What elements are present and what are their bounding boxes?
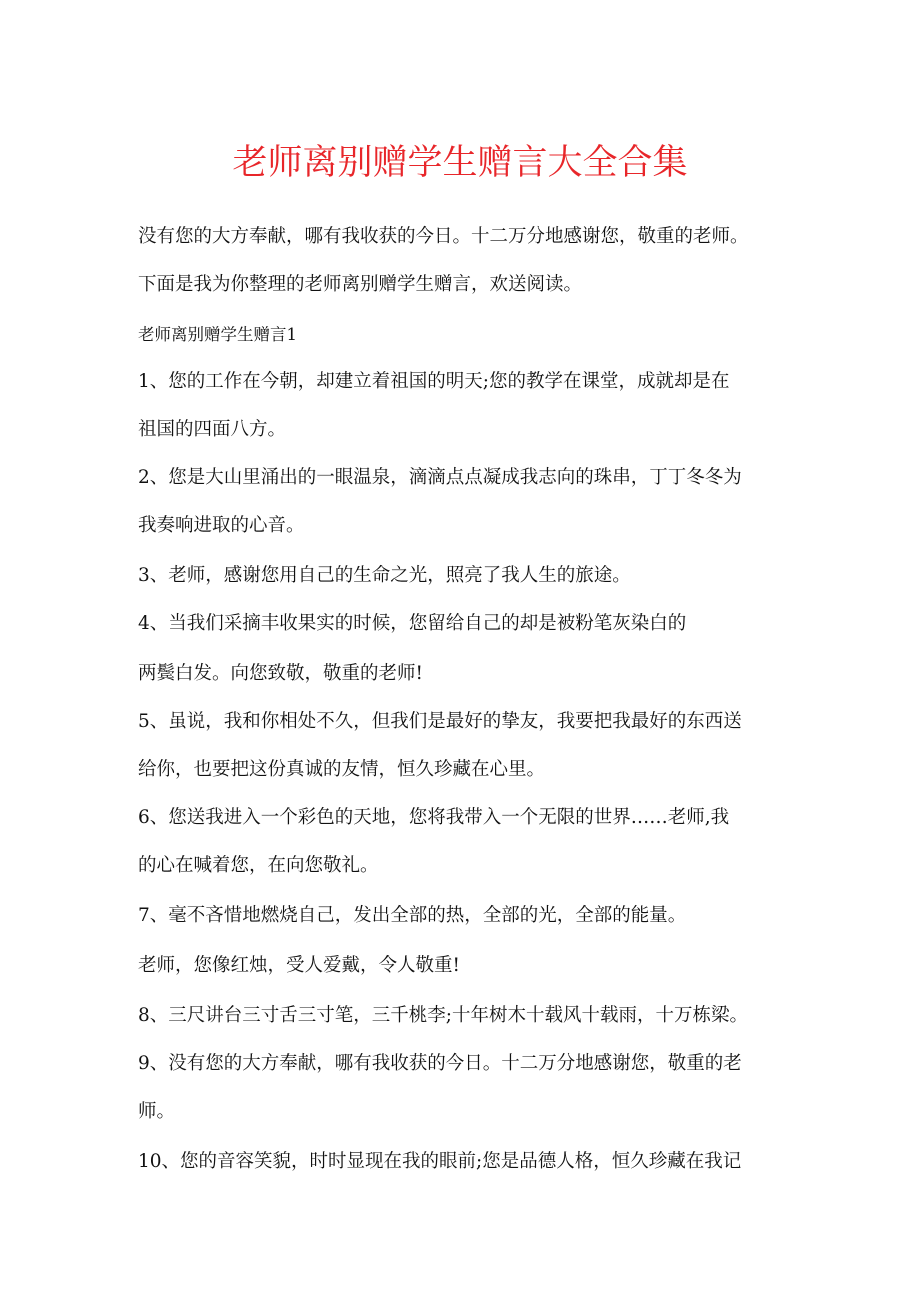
body-line: 8、三尺讲台三寸舌三寸笔，三千桃李;十年树木十载风十载雨，十万栋梁。 [138,1005,749,1026]
body-line: 5、虽说，我和你相处不久，但我们是最好的挚友，我要把我最好的东西送 [138,711,742,732]
body-line: 1、您的工作在今朝，却建立着祖国的明天;您的教学在课堂，成就却是在 [138,371,730,392]
body-line: 9、没有您的大方奉献，哪有我收获的今日。十二万分地感谢您，敬重的老 [138,1053,742,1074]
body-line: 两鬓白发。向您致敬，敬重的老师! [138,663,423,684]
body-line: 2、您是大山里涌出的一眼温泉，滴滴点点凝成我志向的珠串，丁丁冬冬为 [138,467,742,488]
body-line: 给你，也要把这份真诚的友情，恒久珍藏在心里。 [138,759,546,780]
document-title: 老师离别赠学生赠言大全合集 [232,143,688,183]
body-line: 3、老师，感谢您用自己的生命之光，照亮了我人生的旅途。 [138,565,631,586]
body-line: 老师，您像红烛，受人爱戴，令人敬重! [138,955,460,976]
body-line: 我奏响进取的心音。 [138,515,305,536]
body-line: 师。 [138,1101,176,1122]
body-line: 的心在喊着您，在向您敬礼。 [138,855,379,876]
body-line: 10、您的音容笑貌，时时显现在我的眼前;您是品德人格，恒久珍藏在我记 [138,1151,742,1172]
section-heading: 老师离别赠学生赠言1 [138,325,297,344]
body-line: 4、当我们采摘丰收果实的时候，您留给自己的却是被粉笔灰染白的 [138,613,687,634]
intro-line: 下面是我为你整理的老师离别赠学生赠言，欢送阅读。 [138,274,583,295]
intro-line: 没有您的大方奉献，哪有我收获的今日。十二万分地感谢您，敬重的老师。 [138,226,749,247]
body-line: 6、您送我进入一个彩色的天地，您将我带入一个无限的世界……老师,我 [138,807,730,828]
body-line: 祖国的四面八方。 [138,419,287,440]
body-line: 7、毫不吝惜地燃烧自己，发出全部的热，全部的光，全部的能量。 [138,905,687,926]
